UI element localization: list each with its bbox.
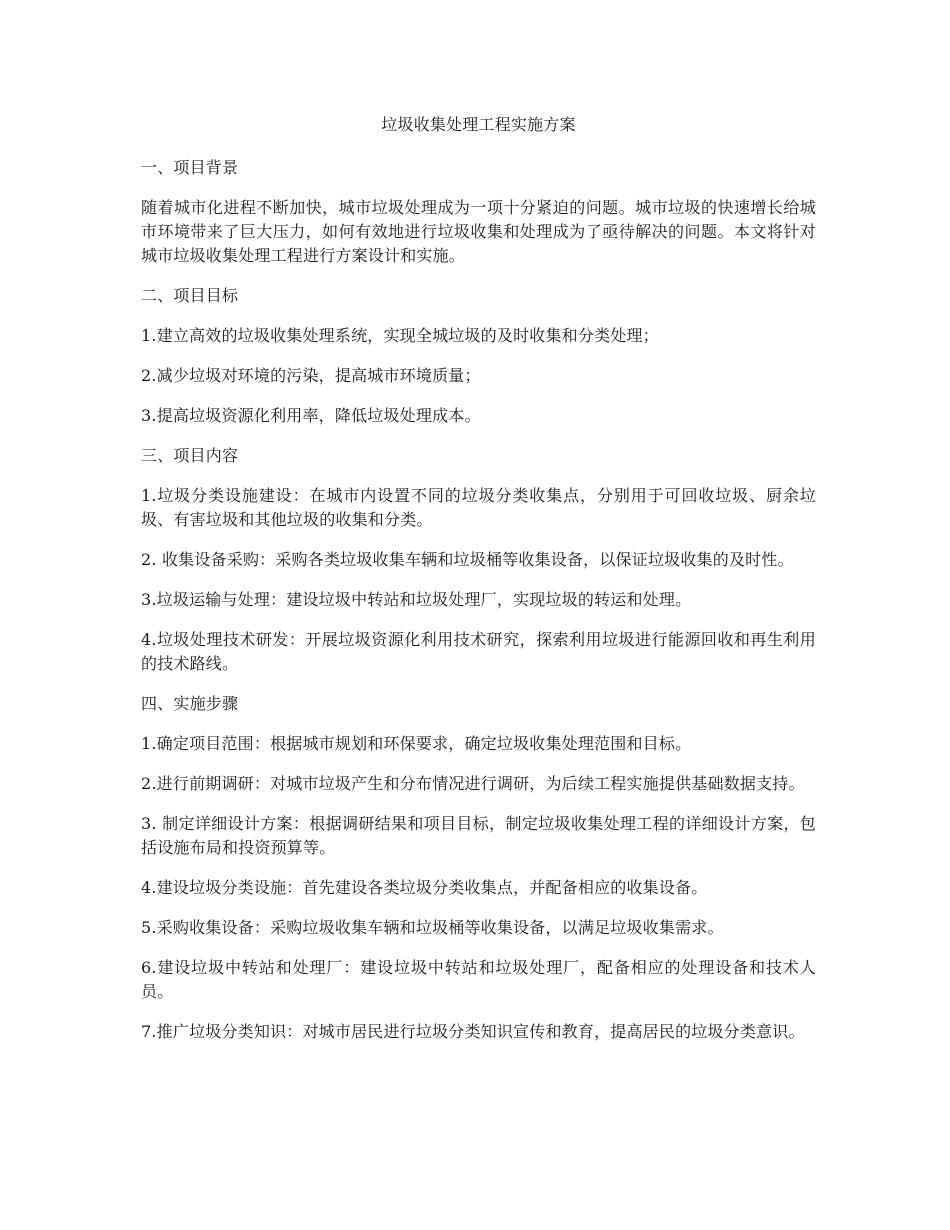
list-item: 7.推广垃圾分类知识：对城市居民进行垃圾分类知识宣传和教育，提高居民的垃圾分类意识。 <box>141 1022 805 1041</box>
section-heading-content: 三、项目内容 <box>141 446 239 465</box>
list-item: 4.建设垃圾分类设施：首先建设各类垃圾分类收集点，并配备相应的收集设备。 <box>141 878 708 897</box>
document-title: 垃圾收集处理工程实施方案 <box>381 115 576 134</box>
list-item: 2.减少垃圾对环境的污染，提高城市环境质量； <box>141 366 481 385</box>
list-item: 3.垃圾运输与处理：建设垃圾中转站和垃圾处理厂，实现垃圾的转运和处理。 <box>141 590 692 609</box>
list-item: 4.垃圾处理技术研发：开展垃圾资源化利用技术研究，探索利用垃圾进行能源回收和再生利用的技术路线。 <box>141 630 816 673</box>
list-item: 3. 制定详细设计方案：根据调研结果和项目目标，制定垃圾收集处理工程的详细设计方案，包括设施布局和投资预算等。 <box>141 814 816 857</box>
list-item: 2. 收集设备采购：采购各类垃圾收集车辆和垃圾桶等收集设备，以保证垃圾收集的及时性。 <box>141 550 794 569</box>
list-item: 1.确定项目范围：根据城市规划和环保要求，确定垃圾收集处理范围和目标。 <box>141 734 692 753</box>
list-item: 5.采购收集设备：采购垃圾收集车辆和垃圾桶等收集设备，以满足垃圾收集需求。 <box>141 918 724 937</box>
section-heading-background: 一、项目背景 <box>141 158 239 177</box>
list-item: 1.垃圾分类设施建设：在城市内设置不同的垃圾分类收集点，分别用于可回收垃圾、厨余垃圾、有害垃圾和其他垃圾的收集和分类。 <box>141 486 816 529</box>
list-item: 6.建设垃圾中转站和处理厂：建设垃圾中转站和垃圾处理厂，配备相应的处理设备和技术人员。 <box>141 958 816 1001</box>
document-body <box>141 113 816 1060</box>
section-heading-goals: 二、项目目标 <box>141 286 239 305</box>
list-item: 2.进行前期调研：对城市垃圾产生和分布情况进行调研，为后续工程实施提供基础数据支持。 <box>141 774 805 793</box>
section-heading-steps: 四、实施步骤 <box>141 694 239 713</box>
list-item: 1.建立高效的垃圾收集处理系统，实现全城垃圾的及时收集和分类处理； <box>141 326 659 345</box>
list-item: 3.提高垃圾资源化利用率，降低垃圾处理成本。 <box>141 406 481 425</box>
paragraph: 随着城市化进程不断加快，城市垃圾处理成为一项十分紧迫的问题。城市垃圾的快速增长给城市环境带来了巨大压力，如何有效地进行垃圾收集和处理成为了亟待解决的问题。本文将针对城市垃圾收集处理工程进行方案设计和实施。 <box>141 198 816 265</box>
